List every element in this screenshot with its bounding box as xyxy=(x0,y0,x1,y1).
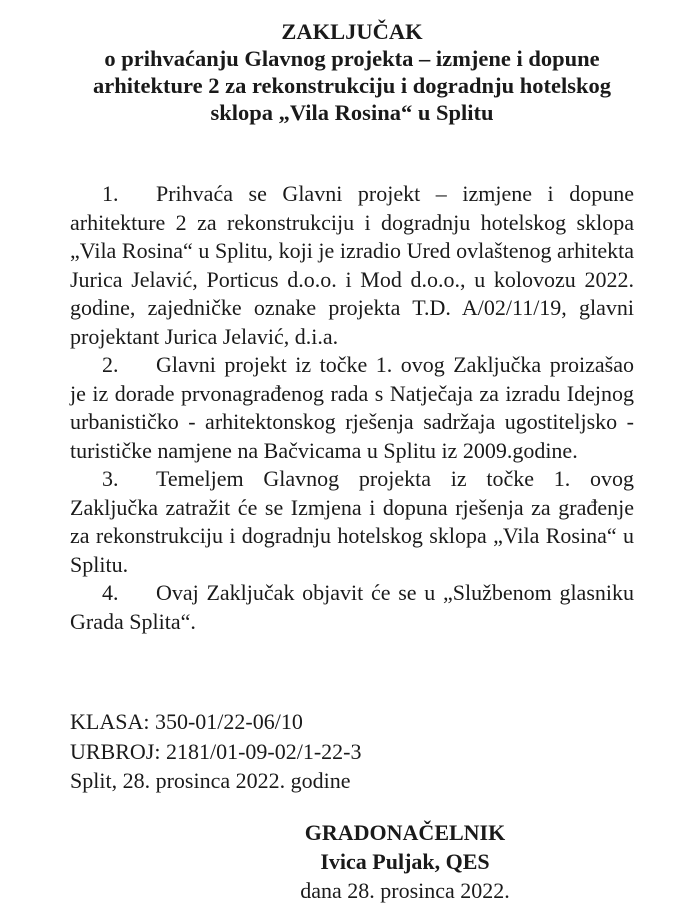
signature-date: dana 28. prosinca 2022. xyxy=(300,878,510,903)
item-text: Temeljem Glavnog projekta iz točke 1. ovog Zaključka zatražit će se Izmjena i dopuna rješenja za građenje za rekonstrukciju i dogradnju hotelskog sklopa „Vila Rosina“ u Splitu. xyxy=(70,466,634,577)
item-number: 4. xyxy=(102,580,119,605)
conclusion-item-4 xyxy=(70,579,634,636)
urbroj-reference: URBROJ: 2181/01-09-02/1-22-3 xyxy=(70,738,362,764)
item-text: Ovaj Zaključak objavit će se u „Službenom glasniku Grada Splita“. xyxy=(70,580,634,634)
document-subject-line-1: o prihvaćanju Glavnog projekta – izmjene i dopune xyxy=(104,46,600,71)
document-subject-line-3: sklopa „Vila Rosina“ u Splitu xyxy=(210,100,494,125)
item-text: Glavni projekt iz točke 1. ovog Zaključka proizašao je iz dorade prvonagrađenog rada s Natječaja za izradu Idejnog urbanističko - arhitektonskog rješenja sadržaja ugostiteljsko - turističke namjene na Bačvicama u Splitu iz 2009.godine. xyxy=(70,352,634,463)
conclusion-item-3 xyxy=(70,465,634,579)
signatory-role: GRADONAČELNIK xyxy=(304,820,506,845)
document-subject-line-2: arhitekture 2 za rekonstrukciju i dogradnju hotelskog xyxy=(93,73,611,98)
document-title-block xyxy=(70,18,634,126)
item-number: 3. xyxy=(102,466,119,491)
klasa-reference: KLASA: 350-01/22-06/10 xyxy=(70,709,303,734)
item-number: 2. xyxy=(102,352,119,377)
signatory-name: Ivica Puljak, QES xyxy=(320,849,490,874)
signature-block xyxy=(250,818,560,905)
place-and-date: Split, 28. prosinca 2022. godine xyxy=(70,768,351,793)
item-text: Prihvaća se Glavni projekt – izmjene i dopune arhitekture 2 za rekonstrukciju i dogradnju hotelskog sklopa „Vila Rosina“ u Splitu, koji je izradio Ured ovlaštenog arhitekta Jurica Jelavić, Porticus d.o.o. i Mod d.o.o., u kolovozu 2022. godine, zajedničke oznake projekta T.D. A/02/11/19, glavni projektant Jurica Jelavić, d.i.a. xyxy=(70,181,634,349)
conclusion-item-2 xyxy=(70,351,634,465)
conclusion-item-1 xyxy=(70,180,634,351)
document-heading: ZAKLJUČAK xyxy=(281,19,423,44)
document-reference-block xyxy=(70,707,362,796)
conclusion-items xyxy=(70,180,634,636)
item-number: 1. xyxy=(102,181,119,206)
